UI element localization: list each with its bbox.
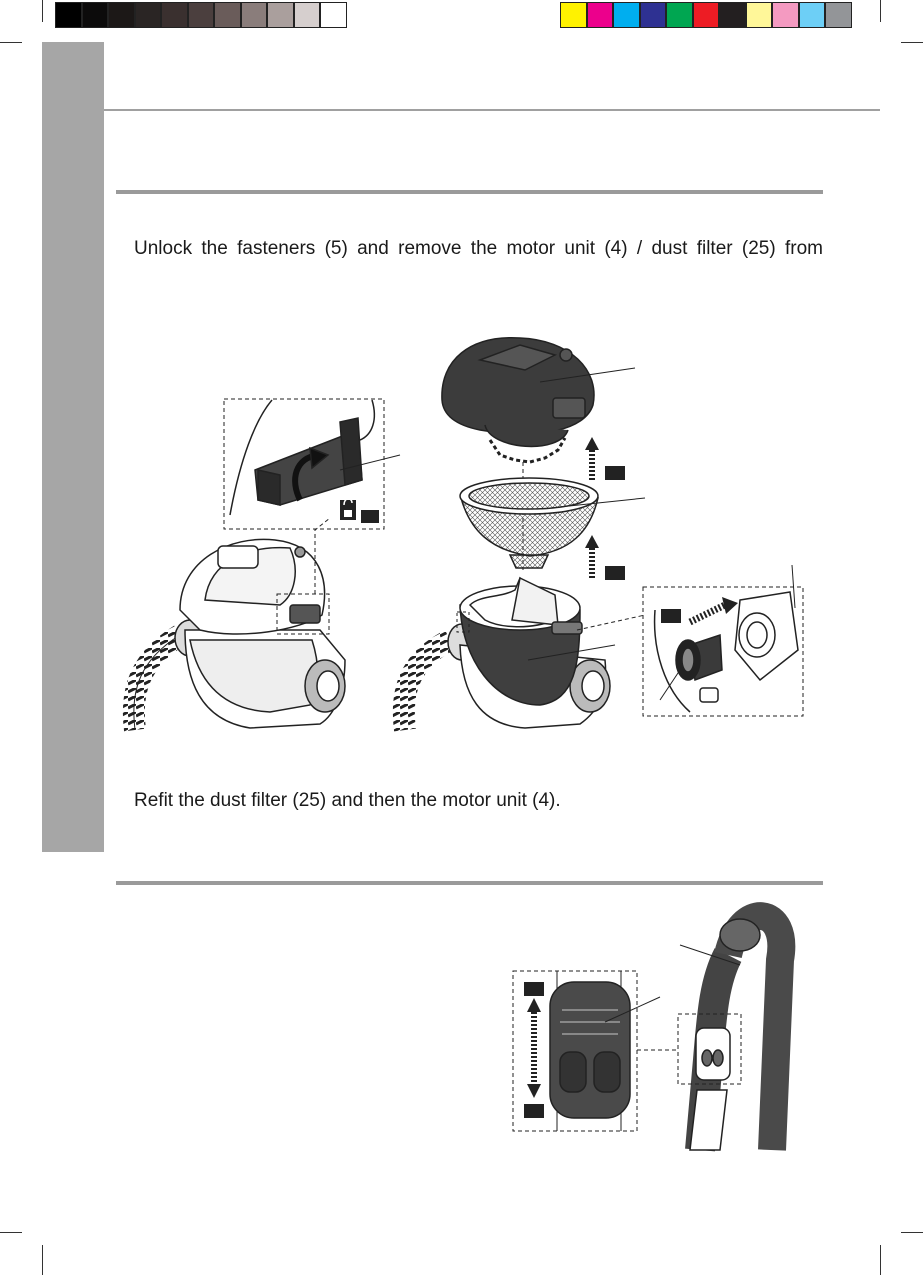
suction-hose-handle <box>690 916 781 1150</box>
step-refit-text: Refit the dust filter (25) and then the motor unit (4). <box>134 790 561 811</box>
step-unlock-text: Unlock the fasteners (5) and remove the motor unit (4) / dust filter (25) from <box>134 238 823 259</box>
suction-slider-icon <box>550 982 630 1118</box>
slider-direction-arrows <box>524 982 544 1118</box>
